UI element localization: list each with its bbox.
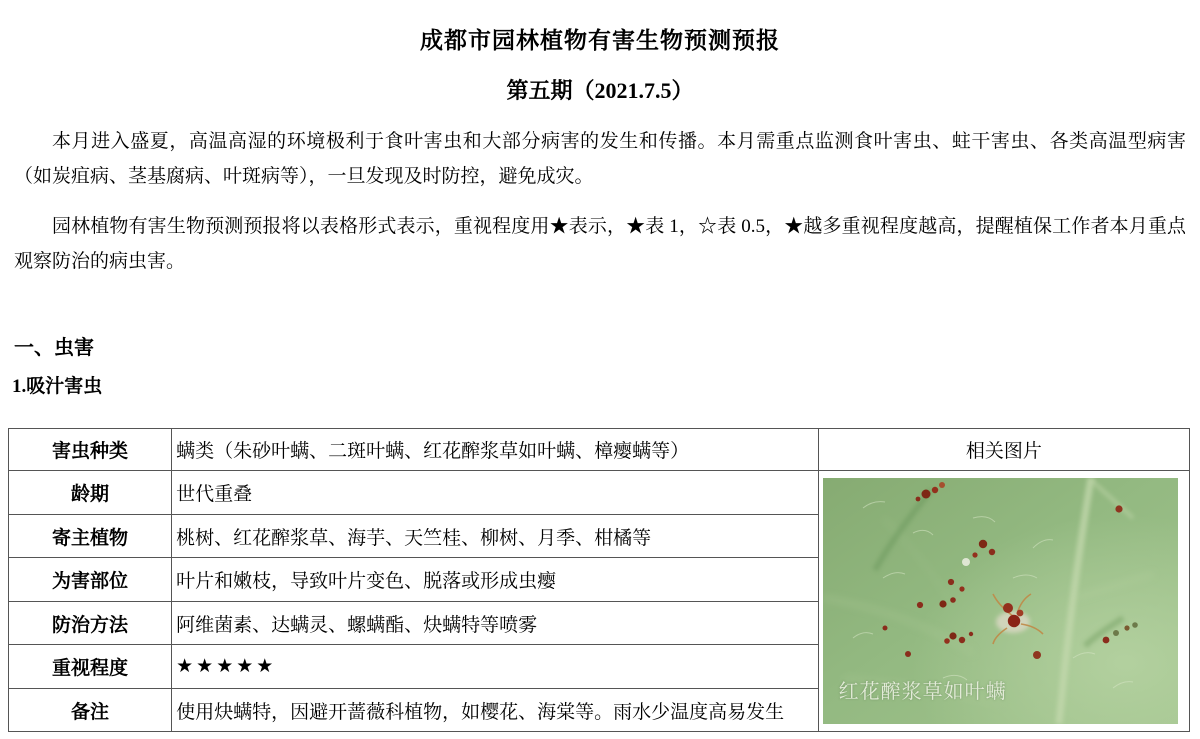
row-value-control-method: 阿维菌素、达螨灵、螺螨酯、炔螨特等喷雾: [172, 602, 819, 645]
pest-info-table: [8, 428, 1190, 732]
intro-paragraph-1: 本月进入盛夏，高温高湿的环境极利于食叶害虫和大部分病害的发生和传播。本月需重点监测食叶害虫、蛀干害虫、各类高温型病害（如炭疽病、茎基腐病、叶斑病等），一旦发现及时防控，避免成灾。: [14, 131, 1186, 187]
row-value-host-plants: 桃树、红花醡浆草、海芋、天竺桂、柳树、月季、柑橘等: [172, 515, 819, 558]
row-label-control-method: 防治方法: [9, 602, 172, 645]
row-value-instar: 世代重叠: [172, 471, 819, 515]
row-label-importance: 重视程度: [9, 645, 172, 689]
mite-photo: [823, 478, 1178, 724]
photo-caption: 红花醡浆草如叶螨: [838, 681, 1007, 703]
row-value-remarks: 使用炔螨特，因避开蔷薇科植物，如樱花、海棠等。雨水少温度高易发生: [172, 689, 819, 732]
subsection-heading-sap-sucking: 1.吸汁害虫: [12, 376, 103, 397]
issue-subtitle: 第五期（2021.7.5）: [506, 78, 694, 103]
table-row: [9, 471, 1190, 515]
row-label-remarks: 备注: [9, 689, 172, 732]
photo-cell: [818, 471, 1189, 732]
row-label-host-plants: 寄主植物: [9, 515, 172, 558]
row-label-damage-site: 为害部位: [9, 558, 172, 602]
intro-paragraph-2: 园林植物有害生物预测预报将以表格形式表示，重视程度用★表示，★表 1，☆表 0.5，★越多重视程度越高，提醒植保工作者本月重点观察防治的病虫害。: [14, 216, 1186, 272]
section-heading-insect-pests: 一、虫害: [14, 337, 94, 359]
table-row: [9, 429, 1190, 471]
row-value-pest-type: 螨类（朱砂叶螨、二斑叶螨、红花醡浆草如叶螨、樟瘿螨等）: [172, 429, 819, 471]
page-title: 成都市园林植物有害生物预测预报: [420, 28, 780, 53]
row-label-instar: 龄期: [9, 471, 172, 515]
importance-stars: ★★★★★: [172, 645, 819, 689]
row-value-damage-site: 叶片和嫩枝，导致叶片变色、脱落或形成虫瘿: [172, 558, 819, 602]
row-label-pest-type: 害虫种类: [9, 429, 172, 471]
related-images-header: 相关图片: [818, 429, 1189, 471]
